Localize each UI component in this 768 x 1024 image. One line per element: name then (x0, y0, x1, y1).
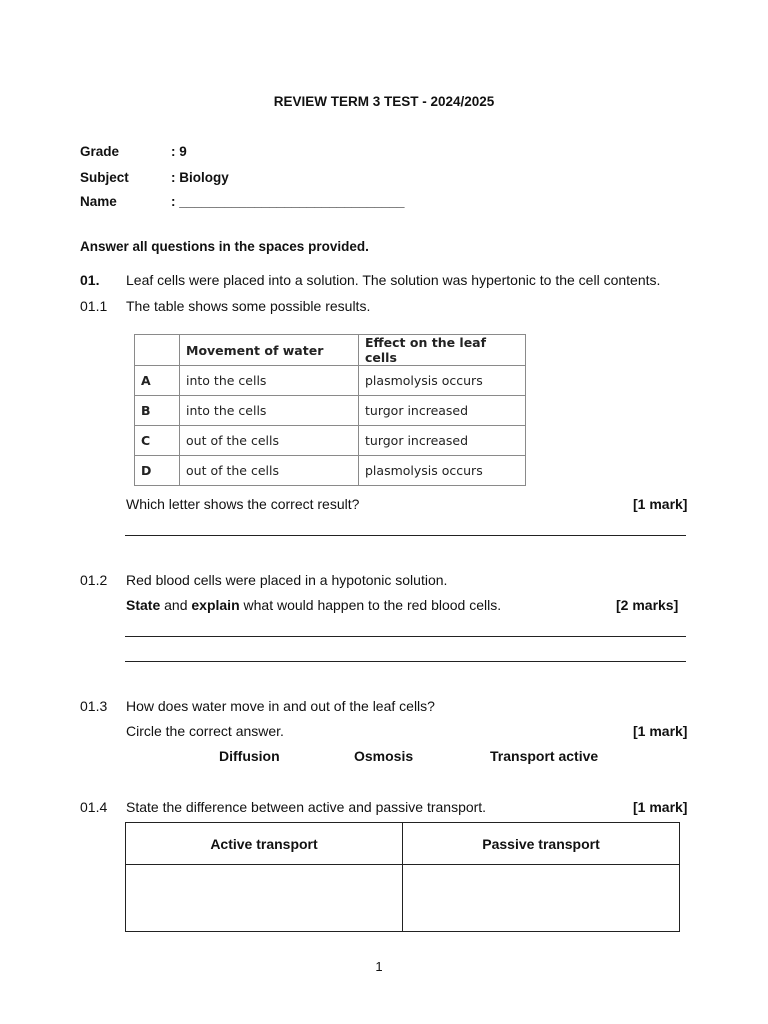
question-text: Leaf cells were placed into a solution. The solution was hypertonic to the cell contents. (126, 272, 661, 288)
table-row (135, 396, 526, 426)
table-cell: plasmolysis occurs (359, 456, 526, 486)
table-cell: turgor increased (359, 396, 526, 426)
table-row (135, 366, 526, 396)
question-text: State the difference between active and passive transport. (126, 799, 487, 815)
table-header: Movement of water (180, 335, 359, 366)
table-cell: out of the cells (180, 426, 359, 456)
table-cell: into the cells (180, 396, 359, 426)
question-number: 01.1 (80, 298, 108, 314)
question-instruction: Circle the correct answer. (126, 723, 284, 739)
state-keyword: State (126, 597, 161, 613)
table-row (135, 456, 526, 486)
name-label: Name (80, 194, 117, 209)
marks-label: [1 mark] (633, 496, 688, 512)
table-row (126, 865, 680, 932)
option-diffusion[interactable]: Diffusion (219, 748, 280, 764)
name-field[interactable]: : ______________________________ (171, 194, 405, 209)
table-cell: D (135, 456, 180, 486)
answer-cell-active[interactable] (126, 865, 403, 932)
table-row (135, 426, 526, 456)
table-cell: turgor increased (359, 426, 526, 456)
marks-label: [1 mark] (633, 799, 688, 815)
question-number: 01.4 (80, 799, 108, 815)
grade-label: Grade (80, 144, 120, 159)
table-cell: plasmolysis occurs (359, 366, 526, 396)
transport-table (125, 822, 680, 932)
table-header-row (126, 823, 680, 865)
results-table (134, 334, 526, 486)
rest-text: what would happen to the red blood cells. (239, 597, 502, 613)
question-text: Red blood cells were placed in a hypotonic solution. (126, 572, 448, 588)
answer-line[interactable] (125, 535, 686, 536)
table-header-row (135, 335, 526, 366)
option-osmosis[interactable]: Osmosis (354, 748, 414, 764)
table-header: Passive transport (403, 823, 680, 865)
table-header (135, 335, 180, 366)
explain-keyword: explain (191, 597, 240, 613)
table-cell: A (135, 366, 180, 396)
question-text: How does water move in and out of the leaf cells? (126, 698, 435, 714)
question-number: 01. (80, 272, 100, 288)
grade-value: : 9 (171, 144, 187, 159)
table-cell: C (135, 426, 180, 456)
table-cell: into the cells (180, 366, 359, 396)
instruction-text: Answer all questions in the spaces provided. (80, 239, 369, 254)
and-text: and (160, 597, 192, 613)
marks-label: [2 marks] (616, 597, 679, 613)
table-cell: B (135, 396, 180, 426)
subject-value: : Biology (171, 170, 229, 185)
question-text: Which letter shows the correct result? (126, 496, 360, 512)
table-cell: out of the cells (180, 456, 359, 486)
page-title: REVIEW TERM 3 TEST - 2024/2025 (273, 94, 495, 109)
question-text: The table shows some possible results. (126, 298, 371, 314)
question-number: 01.2 (80, 572, 108, 588)
subject-label: Subject (80, 170, 129, 185)
page-number: 1 (375, 959, 383, 974)
answer-line[interactable] (125, 636, 686, 637)
question-number: 01.3 (80, 698, 108, 714)
marks-label: [1 mark] (633, 723, 688, 739)
option-transport-active[interactable]: Transport active (490, 748, 599, 764)
answer-cell-passive[interactable] (403, 865, 680, 932)
question-text (126, 597, 501, 613)
table-header: Effect on the leaf cells (359, 335, 526, 366)
answer-line[interactable] (125, 661, 686, 662)
table-header: Active transport (126, 823, 403, 865)
